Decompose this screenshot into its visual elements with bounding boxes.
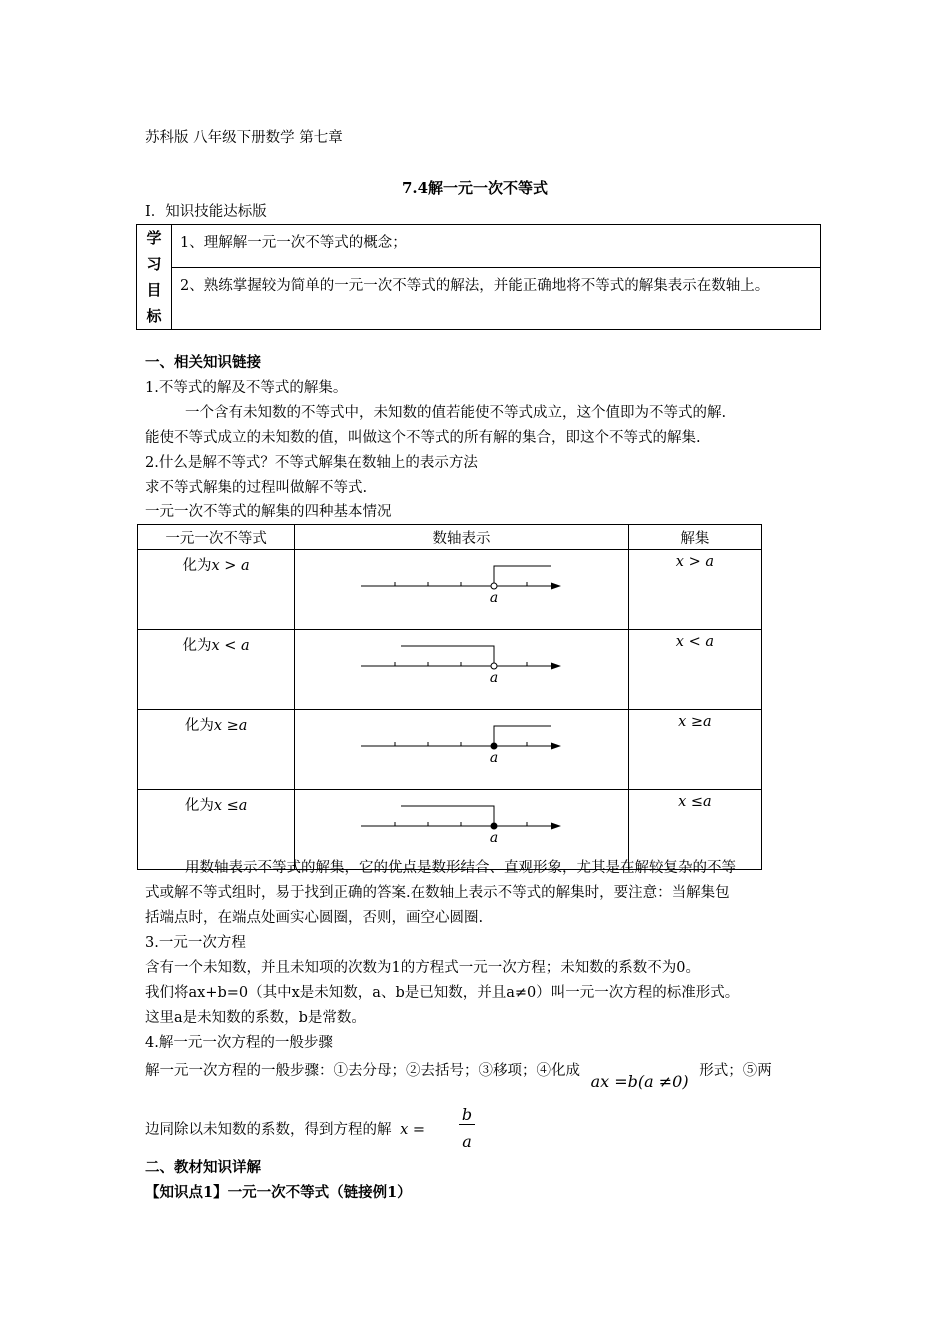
note-line-3: 括端点时，在端点处画实心圆圈，否则，画空心圆圈.: [145, 910, 484, 926]
case-row: [138, 710, 762, 790]
part1-heading: I．知识技能达标版: [145, 204, 267, 220]
solution-ray: [494, 726, 551, 746]
sub3-title: 3.一元一次方程: [145, 935, 246, 951]
axis-arrow: [551, 663, 561, 670]
sub2-title: 2.什么是解不等式？不等式解集在数轴上的表示方法: [145, 455, 478, 471]
goal-item-2: 2、熟练掌握较为简单的一元一次不等式的解法，并能正确地将不等式的解集表示在数轴上。: [172, 268, 821, 330]
solid-endpoint: [491, 823, 497, 829]
case-inequality: 化为x ≥a: [138, 710, 295, 790]
case-solution: x ≤a: [628, 790, 761, 870]
sub4-line-2: [145, 1120, 425, 1140]
sub1-para1: 一个含有未知数的不等式中，未知数的值若能使不等式成立，这个值即为不等式的解.: [185, 405, 727, 421]
case-solution: x > a: [628, 550, 761, 630]
point-label-a: a: [490, 670, 499, 686]
knowledge-point-1: 【知识点1】一元一次不等式（链接例1）: [145, 1184, 412, 1201]
case-solution: x < a: [628, 630, 761, 710]
page-title: 7.4解一元一次不等式: [401, 179, 549, 197]
note-line-2: 式或解不等式组时，易于找到正确的答案.在数轴上表示不等式的解集时，要注意：当解集包: [145, 885, 730, 901]
sub4-title: 4.解一元一次方程的一般步骤: [145, 1035, 333, 1051]
sub3-line-3: 这里a是未知数的系数，b是常数。: [145, 1010, 366, 1026]
case-inequality: 化为x > a: [138, 550, 295, 630]
hollow-endpoint: [491, 663, 497, 669]
case-inequality: 化为x ≤a: [138, 790, 295, 870]
solution-ray: [494, 566, 551, 586]
number-line: [295, 710, 629, 790]
hollow-endpoint: [491, 583, 497, 589]
axis-arrow: [551, 743, 561, 750]
axis-arrow: [551, 583, 561, 590]
cases-header-inequality: 一元一次不等式: [138, 525, 295, 550]
number-line-svg: [295, 794, 625, 864]
formula-standard-form: ax =b(a ≠0): [590, 1072, 689, 1091]
solid-endpoint: [491, 743, 497, 749]
sub4-line-1-pre: 解一元一次方程的一般步骤：①去分母；②去括号；③移项；④化成: [145, 1063, 580, 1079]
case-row: [138, 630, 762, 710]
cases-header-numberline: 数轴表示: [295, 525, 629, 550]
goals-label-char: 标: [146, 307, 162, 325]
axis-arrow: [551, 823, 561, 830]
note-line-1: 用数轴表示不等式的解集，它的优点是数形结合、直观形象，尤其是在解较复杂的不等: [185, 860, 736, 876]
point-label-a: a: [490, 830, 499, 846]
formula-solution-lhs: x =: [400, 1122, 426, 1138]
sub1-para2: 能使不等式成立的未知数的值，叫做这个不等式的所有解的集合，即这个不等式的解集.: [145, 430, 701, 446]
sub4-line-1-post: 形式；⑤两: [699, 1063, 772, 1079]
sub2-para2: 一元一次不等式的解集的四种基本情况: [145, 504, 392, 520]
fraction-b-over-a: [459, 1106, 475, 1151]
case-solution: x ≥a: [628, 710, 761, 790]
goals-label-char: 目: [146, 281, 162, 299]
sub3-line-1: 含有一个未知数，并且未知项的次数为1的方程式一元一次方程；未知数的系数不为0。: [145, 960, 700, 976]
number-line-svg: [295, 554, 625, 624]
inequality-cases-table: [137, 524, 762, 870]
goal-item-1: 1、理解解一元一次不等式的概念；: [172, 225, 821, 268]
sub4-line-2-pre: 边同除以未知数的系数，得到方程的解: [145, 1122, 392, 1138]
case-row: [138, 550, 762, 630]
header-series: 苏科版 八年级下册数学 第七章: [145, 130, 343, 146]
number-line: [295, 630, 629, 710]
solution-ray: [401, 646, 494, 666]
fraction-numerator: b: [459, 1106, 475, 1125]
case-inequality: 化为x < a: [138, 630, 295, 710]
sub3-line-2: 我们将ax+b=0（其中x是未知数，a、b是已知数，并且a≠0）叫一元一次方程的标准形式。: [145, 985, 740, 1001]
section2-heading: 二、教材知识详解: [145, 1159, 261, 1176]
point-label-a: a: [490, 750, 499, 766]
number-line-svg: [295, 714, 625, 784]
point-label-a: a: [490, 590, 499, 606]
goals-label-char: 学: [146, 229, 162, 247]
number-line-svg: [295, 634, 625, 704]
learning-goals-table: [136, 224, 821, 330]
fraction-denominator: a: [462, 1132, 472, 1151]
number-line: [295, 550, 629, 630]
sub1-title: 1.不等式的解及不等式的解集。: [145, 380, 348, 396]
solution-ray: [401, 806, 494, 826]
section1-heading: 一、相关知识链接: [145, 354, 261, 371]
sub4-line-1: [145, 1060, 772, 1091]
sub2-para1: 求不等式解集的过程叫做解不等式.: [145, 480, 368, 496]
goals-label: [137, 225, 172, 330]
goals-label-char: 习: [146, 255, 162, 273]
cases-header-solution: 解集: [628, 525, 761, 550]
